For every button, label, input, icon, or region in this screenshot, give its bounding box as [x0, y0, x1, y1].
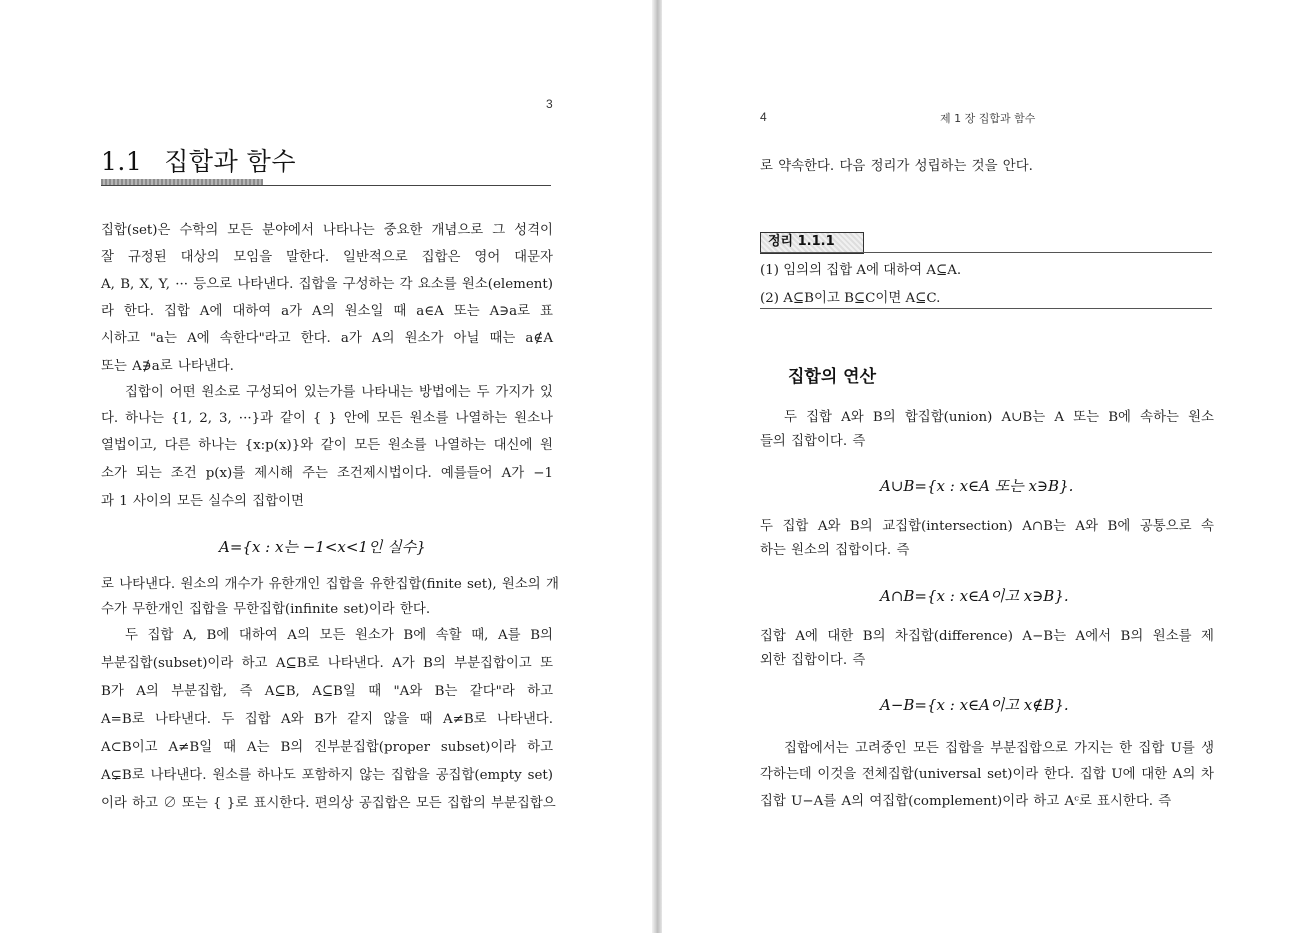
body-line: A⊊B로 나타낸다. 원소를 하나도 포함하지 않는 집합을 공집합(empty set): [101, 768, 553, 783]
body-line: 두 집합 A와 B의 합집합(union) A∪B는 A 또는 B에 속하는 원소: [784, 410, 1214, 425]
body-line: 이라 하고 ∅ 또는 { }로 표시한다. 편의상 공집합은 모든 집합의 부분집합으: [101, 796, 556, 811]
body-line: 수가 무한개인 집합을 무한집합(infinite set)이라 한다.: [101, 602, 431, 617]
body-line: 하는 원소의 집합이다. 즉: [760, 543, 910, 558]
body-line: 열법이고, 다른 하나는 {x:p(x)}와 같이 모든 원소를 나열하는 대신에 원: [101, 438, 553, 453]
body-line: 집합 U−A를 A의 여집합(complement)이라 하고 Aᶜ로 표시한다. 즉: [760, 794, 1172, 809]
title-rule: [101, 185, 551, 186]
section-number: 1.1: [101, 147, 143, 176]
intersection-formula: A∩B={x : x∈A이고 x∋B}.: [880, 587, 1069, 605]
body-line: 집합(set)은 수학의 모든 분야에서 나타나는 중요한 개념으로 그 성격이: [101, 223, 553, 238]
body-line: 로 약속한다. 다음 정리가 성립하는 것을 안다.: [760, 159, 1033, 174]
body-line: 라 한다. 집합 A에 대하여 a가 A의 원소일 때 a∈A 또는 A∋a로 표: [101, 304, 553, 319]
page-number-left: 3: [546, 97, 553, 111]
theorem-item: (1) 임의의 집합 A에 대하여 A⊆A.: [760, 263, 962, 278]
body-line: 집합 A에 대한 B의 차집합(difference) A−B는 A에서 B의 원소를 제: [760, 629, 1214, 644]
body-line: A, B, X, Y, ··· 등으로 나타낸다. 집합을 구성하는 각 요소를 원소(element): [101, 277, 553, 292]
body-line: 들의 집합이다. 즉: [760, 434, 866, 449]
difference-formula: A−B={x : x∈A이고 x∉B}.: [880, 696, 1069, 714]
body-line: 외한 집합이다. 즉: [760, 653, 866, 668]
body-line: 로 나타낸다. 원소의 개수가 유한개인 집합을 유한집합(finite set), 원소의 개: [101, 577, 559, 592]
body-line: 잘 규정된 대상의 모임을 말한다. 일반적으로 집합은 영어 대문자: [101, 250, 553, 265]
theorem-rule-top: [760, 252, 1212, 253]
section-title: [101, 142, 296, 178]
theorem-label: 정리 1.1.1: [768, 234, 835, 249]
body-line: 과 1 사이의 모든 실수의 집합이면: [101, 494, 304, 509]
section-title-text: 집합과 함수: [164, 147, 296, 176]
body-line: 다. 하나는 {1, 2, 3, ···}과 같이 { } 안에 모든 원소를 나열하는 원소나: [101, 411, 553, 426]
body-line: 부분집합(subset)이라 하고 A⊆B로 나타낸다. A가 B의 부분집합이고 또: [101, 656, 553, 671]
theorem-rule-bottom: [760, 308, 1212, 309]
set-builder-formula: A={x : x는 −1<x<1인 실수}: [219, 538, 426, 556]
body-line: 집합이 어떤 원소로 구성되어 있는가를 나타내는 방법에는 두 가지가 있: [125, 385, 553, 400]
body-line: 각하는데 이것을 전체집합(universal set)이라 한다. 집합 U에 대한 A의 차: [760, 767, 1214, 782]
body-line: 소가 되는 조건 p(x)를 제시해 주는 조건제시법이다. 예를들어 A가 −1: [101, 466, 553, 481]
body-line: 두 집합 A와 B의 교집합(intersection) A∩B는 A와 B에 공통으로 속: [760, 519, 1214, 534]
running-head: 제 1 장 집합과 함수: [940, 112, 1036, 125]
subsection-title: 집합의 연산: [788, 367, 877, 387]
body-line: B가 A의 부분집합, 즉 A⊆B, A⊆B일 때 "A와 B는 같다"라 하고: [101, 684, 553, 699]
theorem-item: (2) A⊆B이고 B⊆C이면 A⊆C.: [760, 291, 941, 306]
union-formula: A∪B={x : x∈A 또는 x∋B}.: [880, 477, 1074, 495]
body-line: A=B로 나타낸다. 두 집합 A와 B가 같지 않을 때 A≠B로 나타낸다.: [101, 712, 553, 727]
body-line: 시하고 "a는 A에 속한다"라고 한다. a가 A의 원소가 아닐 때는 a∉A: [101, 331, 553, 346]
body-line: 집합에서는 고려중인 모든 집합을 부분집합으로 가지는 한 집합 U를 생: [784, 741, 1214, 756]
page-number-right: 4: [760, 110, 767, 124]
book-gutter: [652, 0, 662, 933]
body-line: A⊂B이고 A≠B일 때 A는 B의 진부분집합(proper subset)이라 하고: [101, 740, 553, 755]
body-line: 두 집합 A, B에 대하여 A의 모든 원소가 B에 속할 때, A를 B의: [125, 628, 553, 643]
body-line: 또는 A∌a로 나타낸다.: [101, 359, 234, 374]
